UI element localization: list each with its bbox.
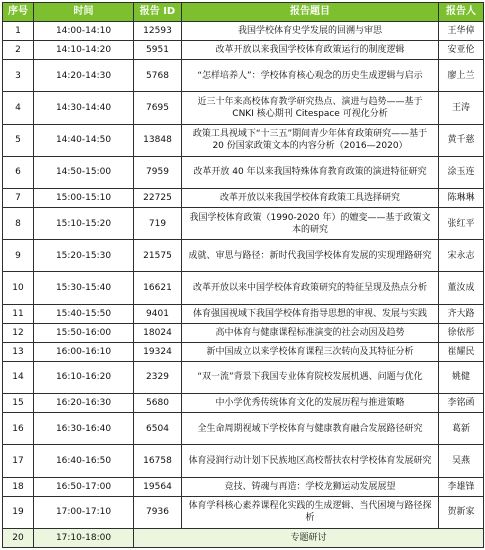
row-number: 6 [3,156,34,188]
row-time: 15:30-15:40 [34,272,134,304]
row-speaker: 李雄锋 [439,477,484,496]
row-report-title: “双一流”背景下我国专业体育院校发展机遇、问题与优化 [182,361,439,393]
row-speaker: 王华倬 [439,22,484,41]
row-number: 16 [3,413,34,445]
row-number: 9 [3,240,34,272]
row-report-title: 成就、审思与路径：新时代我国学校体育发展的实现理路研究 [182,240,439,272]
header-no: 序号 [3,3,34,22]
row-time: 15:40-15:50 [34,304,134,323]
row-number: 4 [3,92,34,124]
row-speaker: 陈琳琳 [439,188,484,207]
row-report-id: 19324 [134,342,182,361]
row-report-title: 改革开放 40 年以来我国特殊体育教育政策的演进特征研究 [182,156,439,188]
row-report-id: 5951 [134,41,182,60]
row-speaker: 吴燕 [439,445,484,477]
table-row [3,240,484,272]
table-row [3,361,484,393]
row-report-title: 改革开放以来我国学校体育政策运行的制度逻辑 [182,41,439,60]
row-report-title: 改革开放以来我国学校体育政策工具选择研究 [182,188,439,207]
row-number: 1 [3,22,34,41]
row-time: 16:10-16:20 [34,361,134,393]
header-speaker: 报告人 [439,3,484,22]
row-number: 5 [3,124,34,156]
row-time: 16:20-16:30 [34,394,134,413]
row-speaker: 贺新家 [439,496,484,528]
row-speaker: 齐大路 [439,304,484,323]
table-row [3,445,484,477]
row-report-id: 16758 [134,445,182,477]
row-speaker: 廖上兰 [439,60,484,92]
table-row [3,323,484,342]
discussion-label: 专题研讨 [134,528,484,547]
row-report-id: 21575 [134,240,182,272]
table-row [3,496,484,528]
row-time: 17:00-17:10 [34,496,134,528]
row-time: 17:10-18:00 [34,528,134,547]
row-report-id: 12593 [134,22,182,41]
row-speaker: 涂玉连 [439,156,484,188]
row-number: 8 [3,208,34,240]
row-report-title: 政策工具视域下“十三五”期间青少年体育政策研究——基于 20 份国家政策文本的内容分析（2016—2020） [182,124,439,156]
row-report-id: 22725 [134,188,182,207]
row-report-id: 16621 [134,272,182,304]
row-time: 14:20-14:30 [34,60,134,92]
row-report-title: 中小学优秀传统体育文化的发展历程与推进策略 [182,394,439,413]
row-report-id: 18024 [134,323,182,342]
table-row-discussion [3,528,484,547]
row-speaker: 董汝成 [439,272,484,304]
row-report-title: 高中体育与健康课程标准演变的社会动因及趋势 [182,323,439,342]
row-report-id: 9401 [134,304,182,323]
row-speaker: 徐依彤 [439,323,484,342]
table-row [3,304,484,323]
row-report-id: 5680 [134,394,182,413]
row-speaker: 王涛 [439,92,484,124]
row-time: 16:00-16:10 [34,342,134,361]
row-report-title: 体育学科核心素养课程化实践的生成逻辑、当代困境与路径探析 [182,496,439,528]
row-report-id: 13848 [134,124,182,156]
table-row [3,22,484,41]
table-row [3,272,484,304]
table-row [3,41,484,60]
row-speaker: 姚健 [439,361,484,393]
header-time: 时间 [34,3,134,22]
row-time: 16:30-16:40 [34,413,134,445]
row-number: 14 [3,361,34,393]
row-number: 12 [3,323,34,342]
row-report-title: 体育强国视域下我国学校体育指导思想的审视、发展与实践 [182,304,439,323]
row-report-id: 7959 [134,156,182,188]
row-speaker: 崔耀民 [439,342,484,361]
row-time: 14:30-14:40 [34,92,134,124]
table-row [3,156,484,188]
row-report-title: 近三十年来高校体育教学研究热点、演进与趋势——基于 CNKI 核心期刊 Citespace 可视化分析 [182,92,439,124]
row-time: 14:00-14:10 [34,22,134,41]
row-report-title: 全生命周期视域下学校体育与健康教育融合发展路径研究 [182,413,439,445]
row-number: 18 [3,477,34,496]
row-time: 15:10-15:20 [34,208,134,240]
row-report-id: 719 [134,208,182,240]
header-report-id: 报告 ID [134,3,182,22]
row-time: 14:40-14:50 [34,124,134,156]
table-row [3,413,484,445]
row-number: 7 [3,188,34,207]
row-speaker: 黄千慈 [439,124,484,156]
row-number: 19 [3,496,34,528]
row-time: 15:00-15:10 [34,188,134,207]
row-report-id: 2329 [134,361,182,393]
row-number: 11 [3,304,34,323]
row-report-id: 19564 [134,477,182,496]
row-report-title: 改革开放以来中国学校体育政策研究的特征呈现及热点分析 [182,272,439,304]
table-row [3,342,484,361]
table-row [3,477,484,496]
table-row [3,92,484,124]
row-time: 14:10-14:20 [34,41,134,60]
row-report-id: 5768 [134,60,182,92]
schedule-table [2,2,484,548]
row-speaker: 安亚伦 [439,41,484,60]
row-number: 2 [3,41,34,60]
row-number: 15 [3,394,34,413]
row-number: 10 [3,272,34,304]
table-row [3,60,484,92]
row-report-title: 我国学校体育史学发展的回溯与审思 [182,22,439,41]
row-number: 3 [3,60,34,92]
row-time: 14:50-15:00 [34,156,134,188]
table-header [3,3,484,22]
header-report-title: 报告题目 [182,3,439,22]
row-report-id: 6504 [134,413,182,445]
table-body [3,22,484,548]
row-report-id: 7695 [134,92,182,124]
row-report-id: 7936 [134,496,182,528]
row-speaker: 张红平 [439,208,484,240]
table-row [3,208,484,240]
header-row [3,3,484,22]
row-time: 16:40-16:50 [34,445,134,477]
row-speaker: 宋永志 [439,240,484,272]
row-report-title: “怎样培养人”：学校体育核心观念的历史生成逻辑与启示 [182,60,439,92]
table-row [3,124,484,156]
row-speaker: 葛新 [439,413,484,445]
row-time: 16:50-17:00 [34,477,134,496]
row-time: 15:20-15:30 [34,240,134,272]
row-report-title: 竞技、铸魂与再造：学校龙狮运动发展展望 [182,477,439,496]
row-number: 13 [3,342,34,361]
row-report-title: 我国学校体育政策（1990-2020 年）的嬗变——基于政策文本的研究 [182,208,439,240]
table-row [3,188,484,207]
row-time: 15:50-16:00 [34,323,134,342]
row-speaker: 李铭函 [439,394,484,413]
row-number: 20 [3,528,34,547]
row-number: 17 [3,445,34,477]
row-report-title: 新中国成立以来学校体育课程三次转向及其特征分析 [182,342,439,361]
row-report-title: 体育浸润行动计划下民族地区高校帮扶农村学校体育发展研究 [182,445,439,477]
table-row [3,394,484,413]
